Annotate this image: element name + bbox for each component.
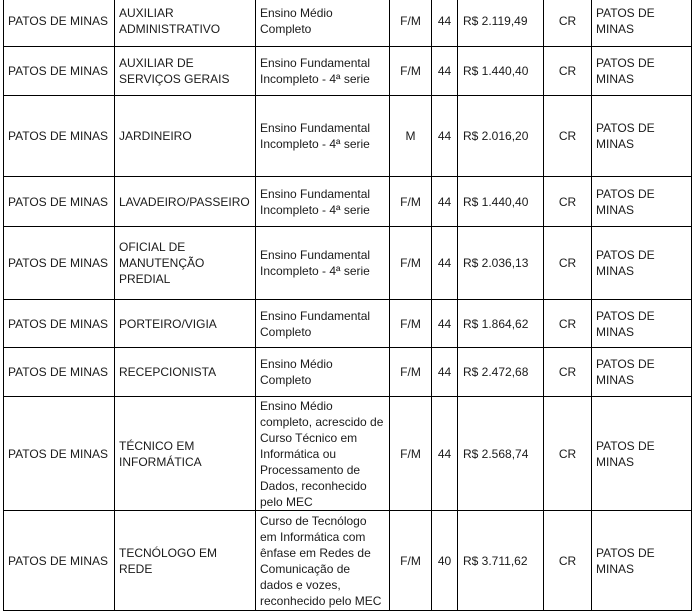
role-cell: AUXILIAR ADMINISTRATIVO bbox=[115, 0, 256, 47]
sex-cell: F/M bbox=[390, 47, 432, 96]
salary-cell: R$ 1.440,40 bbox=[458, 47, 544, 96]
table-row bbox=[4, 397, 692, 511]
salary-cell: R$ 2.568,74 bbox=[458, 397, 544, 511]
city-cell: PATOS DE MINAS bbox=[4, 397, 115, 511]
city-cell: PATOS DE MINAS bbox=[4, 177, 115, 227]
regime-cell: CR bbox=[544, 348, 592, 397]
city-cell: PATOS DE MINAS bbox=[4, 348, 115, 397]
sex-cell: F/M bbox=[390, 0, 432, 47]
role-cell: JARDINEIRO bbox=[115, 96, 256, 177]
salary-cell: R$ 1.440,40 bbox=[458, 177, 544, 227]
requirement-cell: Ensino Fundamental Completo bbox=[256, 300, 390, 348]
city-cell: PATOS DE MINAS bbox=[4, 227, 115, 300]
regime-cell: CR bbox=[544, 0, 592, 47]
hours-cell: 44 bbox=[432, 177, 458, 227]
requirement-cell: Ensino Fundamental Incompleto - 4ª serie bbox=[256, 47, 390, 96]
salary-cell: R$ 1.864,62 bbox=[458, 300, 544, 348]
requirement-cell: Ensino Fundamental Incompleto - 4ª serie bbox=[256, 227, 390, 300]
regime-cell: CR bbox=[544, 96, 592, 177]
location-cell: PATOS DE MINAS bbox=[592, 96, 692, 177]
location-cell: PATOS DE MINAS bbox=[592, 47, 692, 96]
sex-cell: F/M bbox=[390, 177, 432, 227]
sex-cell: F/M bbox=[390, 511, 432, 611]
city-cell: PATOS DE MINAS bbox=[4, 511, 115, 611]
location-cell: PATOS DE MINAS bbox=[592, 227, 692, 300]
city-cell: PATOS DE MINAS bbox=[4, 47, 115, 96]
salary-cell: R$ 3.711,62 bbox=[458, 511, 544, 611]
salary-cell: R$ 2.119,49 bbox=[458, 0, 544, 47]
table-row bbox=[4, 227, 692, 300]
hours-cell: 44 bbox=[432, 397, 458, 511]
role-cell: TÉCNICO EM INFORMÁTICA bbox=[115, 397, 256, 511]
hours-cell: 44 bbox=[432, 47, 458, 96]
regime-cell: CR bbox=[544, 300, 592, 348]
job-vacancies-table bbox=[3, 0, 692, 611]
salary-cell: R$ 2.016,20 bbox=[458, 96, 544, 177]
regime-cell: CR bbox=[544, 511, 592, 611]
sex-cell: F/M bbox=[390, 300, 432, 348]
regime-cell: CR bbox=[544, 397, 592, 511]
hours-cell: 40 bbox=[432, 511, 458, 611]
salary-cell: R$ 2.472,68 bbox=[458, 348, 544, 397]
hours-cell: 44 bbox=[432, 96, 458, 177]
city-cell: PATOS DE MINAS bbox=[4, 300, 115, 348]
hours-cell: 44 bbox=[432, 300, 458, 348]
location-cell: PATOS DE MINAS bbox=[592, 511, 692, 611]
location-cell: PATOS DE MINAS bbox=[592, 177, 692, 227]
requirement-cell bbox=[256, 511, 390, 611]
role-cell: LAVADEIRO/PASSEIRO bbox=[115, 177, 256, 227]
role-cell: AUXILIAR DE SERVIÇOS GERAIS bbox=[115, 47, 256, 96]
location-cell: PATOS DE MINAS bbox=[592, 397, 692, 511]
location-cell: PATOS DE MINAS bbox=[592, 0, 692, 47]
table-body bbox=[4, 0, 692, 611]
sex-cell: F/M bbox=[390, 397, 432, 511]
sex-cell: F/M bbox=[390, 227, 432, 300]
role-cell: RECEPCIONISTA bbox=[115, 348, 256, 397]
role-cell: TECNÓLOGO EM REDE bbox=[115, 511, 256, 611]
requirement-cell: Ensino Médio Completo bbox=[256, 0, 390, 47]
requirement-text: Curso de Tecnólogo em Informática com ênfase em Redes de Comunicação de dados e vozes, reconhecido pelo MEC bbox=[260, 513, 382, 608]
table-row bbox=[4, 177, 692, 227]
table-row bbox=[4, 96, 692, 177]
city-cell: PATOS DE MINAS bbox=[4, 96, 115, 177]
requirement-cell: Ensino Fundamental Incompleto - 4ª serie bbox=[256, 177, 390, 227]
sex-cell: M bbox=[390, 96, 432, 177]
role-cell: OFICIAL DE MANUTENÇÃO PREDIAL bbox=[115, 227, 256, 300]
location-cell: PATOS DE MINAS bbox=[592, 300, 692, 348]
requirement-cell: Ensino Médio completo, acrescido de Curso Técnico em Informática ou Processamento de Dados, reconhecido pelo MEC bbox=[256, 397, 390, 511]
hours-cell: 44 bbox=[432, 0, 458, 47]
hours-cell: 44 bbox=[432, 227, 458, 300]
regime-cell: CR bbox=[544, 227, 592, 300]
regime-cell: CR bbox=[544, 47, 592, 96]
salary-cell: R$ 2.036,13 bbox=[458, 227, 544, 300]
regime-cell: CR bbox=[544, 177, 592, 227]
table-row bbox=[4, 47, 692, 96]
role-cell: PORTEIRO/VIGIA bbox=[115, 300, 256, 348]
table-row bbox=[4, 348, 692, 397]
table-row bbox=[4, 0, 692, 47]
sex-cell: F/M bbox=[390, 348, 432, 397]
requirement-cell: Ensino Médio Completo bbox=[256, 348, 390, 397]
location-cell: PATOS DE MINAS bbox=[592, 348, 692, 397]
requirement-cell: Ensino Fundamental Incompleto - 4ª serie bbox=[256, 96, 390, 177]
city-cell: PATOS DE MINAS bbox=[4, 0, 115, 47]
table-row bbox=[4, 300, 692, 348]
hours-cell: 44 bbox=[432, 348, 458, 397]
table-row bbox=[4, 511, 692, 611]
